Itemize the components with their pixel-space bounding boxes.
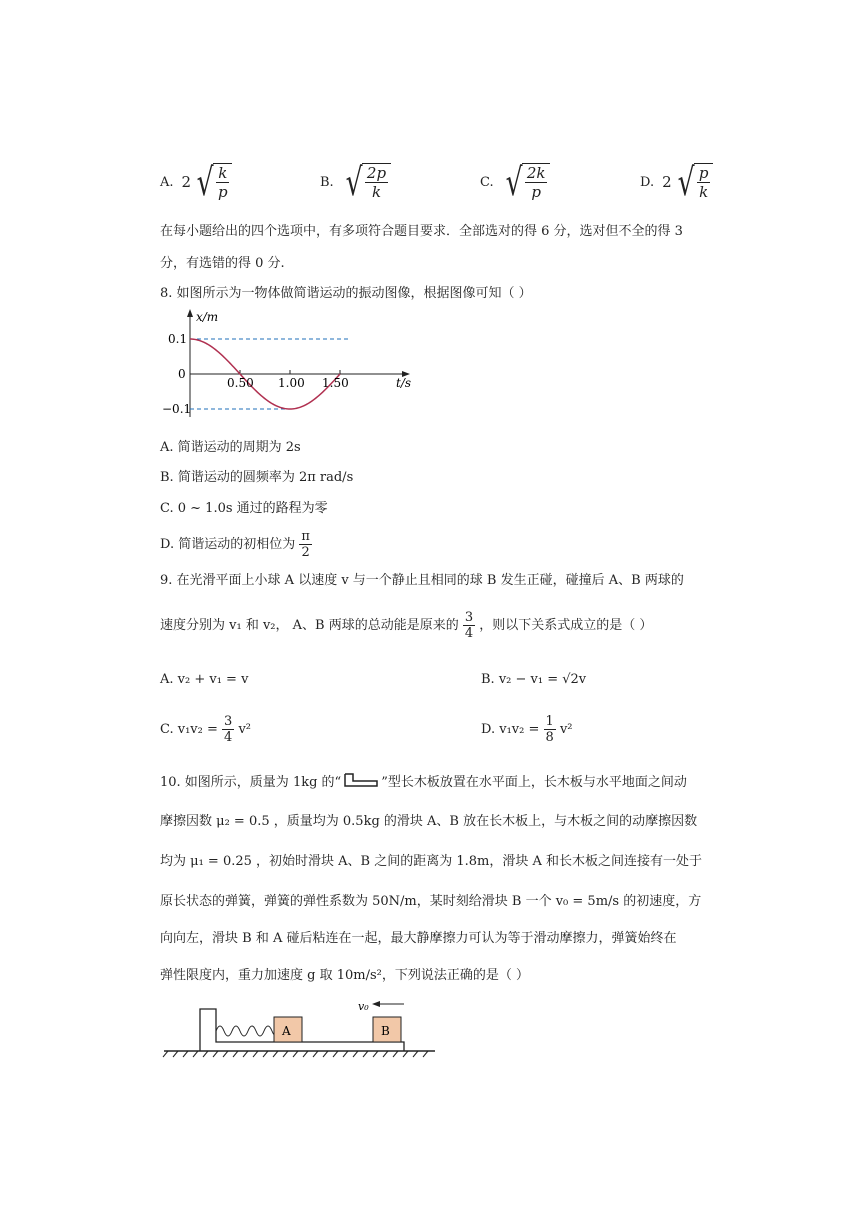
- fraction: [694, 163, 714, 201]
- numerator: 3: [464, 610, 474, 625]
- block-b-label: B: [381, 1024, 390, 1038]
- q10-line-5: 向向左，滑块 B 和 A 碰后粘连在一起，最大静摩擦力可认为等于滑动摩擦力，弹簧始终在: [160, 931, 677, 946]
- q10-line-6: 弹性限度内，重力加速度 g 取 10m/s²，下列说法正确的是（ ）: [160, 968, 529, 983]
- denominator: p: [531, 183, 541, 201]
- q9-option-a: A. v₂ + v₁ = v: [160, 672, 249, 687]
- q10-line-1: [160, 772, 687, 793]
- x-tick-label-1: 0.50: [227, 376, 254, 390]
- coefficient: 2: [662, 173, 672, 191]
- x-tick-label-3: 1.50: [322, 376, 349, 390]
- denominator: 8: [545, 730, 554, 745]
- q7-option-a: [160, 160, 232, 204]
- q10-line-4: 原长状态的弹簧，弹簧的弹性系数为 50N/m，某时刻给滑块 B 一个 v₀ = 5m/s 的初速度，方: [160, 894, 702, 909]
- x-tick-label-2: 1.00: [278, 376, 305, 390]
- vibration-chart: [160, 305, 420, 425]
- radical-expression: [342, 160, 391, 204]
- numerator: 1: [545, 714, 554, 729]
- q9-option-d-pre: D. v₁v₂ =: [481, 722, 540, 737]
- q9-option-c: [160, 712, 251, 748]
- denominator: k: [371, 183, 382, 201]
- radical-sign: √: [345, 160, 363, 204]
- denominator: k: [699, 183, 709, 201]
- q7-option-d: [640, 160, 713, 204]
- instructions-line-2: 分，有选错的得 0 分.: [160, 256, 285, 271]
- q8-option-c: C. 0 ~ 1.0s 通过的路程为零: [160, 501, 328, 516]
- q7-option-b: [320, 160, 391, 204]
- q10-line-3: 均为 μ₁ = 0.25 ，初始时滑块 A、B 之间的距离为 1.8m，滑块 A 和长木板之间连接有一处于: [160, 854, 703, 869]
- spring-block-figure: [160, 995, 440, 1060]
- q9-line-1: 9. 在光滑平面上小球 A 以速度 v 与一个静止且相同的球 B 发生正碰，碰撞后 A、B 两球的: [160, 573, 684, 588]
- y-axis-label: x/m: [196, 310, 219, 324]
- q8-option-a: A. 简谐运动的周期为 2s: [160, 440, 301, 455]
- q7-option-c: [480, 160, 550, 204]
- q10-line-2: 摩擦因数 μ₂ = 0.5 ，质量均为 0.5kg 的滑块 A、B 放在长木板上，与木板之间的动摩擦因数: [160, 814, 698, 829]
- instructions-line-1: 在每小题给出的四个选项中，有多项符合题目要求．全部选对的得 6 分，选对但不全的得 3: [160, 224, 683, 239]
- y-axis-arrow: [187, 309, 193, 317]
- q10-line-1-pre: 10. 如图所示，质量为 1kg 的“: [160, 775, 342, 790]
- q9-line-2-pre: 速度分别为 v₁ 和 v₂， A、B 两球的总动能是原来的: [160, 618, 459, 633]
- q10-line-1-post: ”型长木板放置在水平面上，长木板与水平地面之间动: [381, 775, 687, 790]
- block-a-label: A: [282, 1024, 291, 1038]
- q9-line-2: [160, 608, 652, 644]
- q9-option-c-pre: C. v₁v₂ =: [160, 722, 218, 737]
- fraction: [222, 714, 234, 745]
- y-tick-label-zero: 0: [178, 367, 186, 381]
- x-axis-label: t/s: [396, 376, 412, 390]
- y-tick-label-bottom: −0.1: [162, 402, 192, 416]
- denominator: 4: [464, 626, 474, 641]
- option-label: D.: [640, 174, 655, 190]
- radical-expression: [502, 160, 551, 204]
- q9-option-d-post: v²: [559, 722, 573, 737]
- radical-expression: [181, 160, 233, 204]
- y-tick-label-top: 0.1: [168, 332, 188, 346]
- q9-option-c-post: v²: [238, 722, 252, 737]
- q8-option-b: B. 简谐运动的圆频率为 2π rad/s: [160, 470, 354, 485]
- velocity-arrowhead: [372, 1001, 380, 1007]
- board-shape-icon: [341, 772, 381, 790]
- coefficient: 2: [181, 173, 192, 191]
- q9-option-d: [481, 712, 573, 748]
- radical-sign: √: [505, 160, 523, 204]
- fraction: [362, 163, 391, 201]
- fraction: [522, 163, 551, 201]
- fraction: [463, 610, 475, 641]
- numerator: π: [301, 529, 310, 544]
- numerator: p: [698, 164, 709, 182]
- denominator: p: [218, 183, 228, 201]
- q9-line-2-post: ，则以下关系式成立的是（ ）: [479, 618, 653, 633]
- fraction: [544, 714, 556, 745]
- fraction: [299, 529, 312, 560]
- denominator: 2: [301, 545, 310, 560]
- ground-hatching: [163, 1051, 428, 1057]
- q8-option-d: [160, 528, 312, 562]
- numerator: 2p: [366, 164, 387, 182]
- numerator: 3: [224, 714, 233, 729]
- q8-option-d-text: D. 简谐运动的初相位为: [160, 537, 296, 552]
- v0-label: v₀: [358, 1000, 369, 1013]
- option-label: C.: [480, 174, 494, 190]
- numerator: k: [218, 164, 228, 182]
- q8-stem: 8. 如图所示为一物体做简谐运动的振动图像，根据图像可知（ ）: [160, 286, 532, 301]
- radical-sign: √: [196, 160, 214, 204]
- option-label: A.: [160, 174, 174, 190]
- option-label: B.: [320, 174, 334, 190]
- numerator: 2k: [526, 164, 546, 182]
- radical-expression: [662, 160, 713, 204]
- fraction: [213, 163, 232, 201]
- denominator: 4: [224, 730, 233, 745]
- radical-sign: √: [677, 160, 695, 204]
- q9-option-b: B. v₂ − v₁ = √2v: [481, 672, 587, 687]
